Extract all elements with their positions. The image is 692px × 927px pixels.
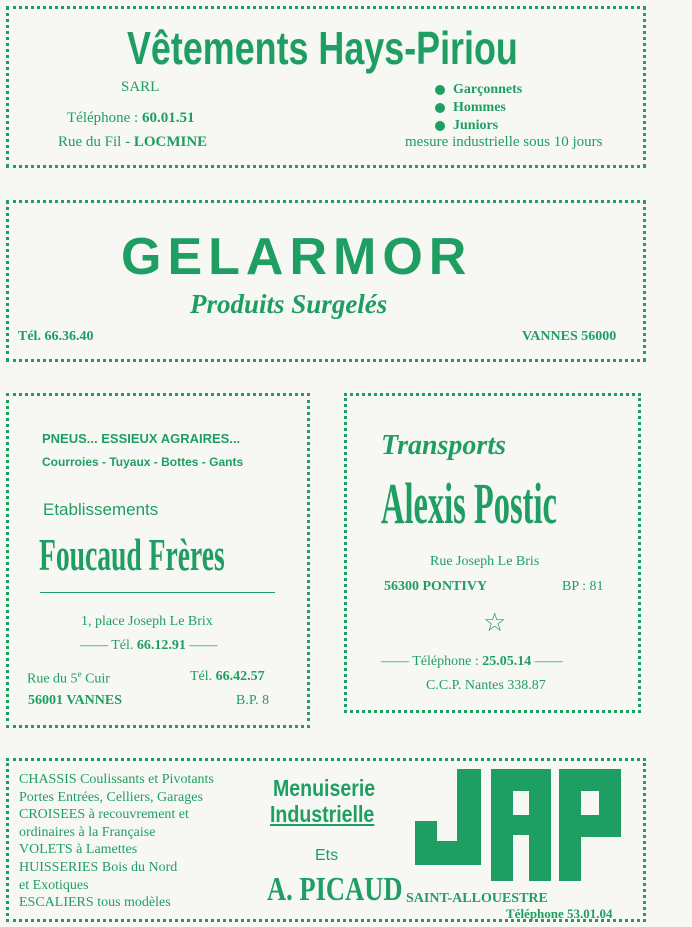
picaud-town: SAINT-ALLOUESTRE (406, 891, 548, 906)
list-item: ordinaires à la Française (19, 824, 156, 840)
hays-item: Hommes (435, 99, 522, 117)
foucaud-phone-2: Tél. 66.42.57 (190, 669, 265, 684)
ad-picaud (6, 758, 646, 922)
picaud-name: A. PICAUD (267, 871, 403, 908)
dash: —— (381, 654, 409, 669)
gelarmor-brand: GELARMOR (121, 228, 473, 286)
gelarmor-phone: Tél. 66.36.40 (18, 329, 94, 344)
hays-title: Vêtements Hays-Piriou (127, 22, 518, 74)
list-item: CROISEES à recouvrement et (19, 807, 189, 823)
hays-service: mesure industrielle sous 10 jours (405, 134, 603, 150)
gelarmor-city: VANNES 56000 (522, 329, 617, 344)
picaud-phone: Téléphone 53.01.04 (506, 906, 613, 921)
bullet-icon (435, 85, 445, 95)
foucaud-divider (40, 592, 275, 593)
foucaud-po-box: B.P. 8 (236, 693, 270, 708)
list-item: VOLETS à Lamettes (19, 842, 138, 858)
postic-ccp: C.C.P. Nantes 338.87 (426, 678, 546, 693)
dash: —— (80, 638, 108, 653)
foucaud-city: 56001 VANNES (28, 693, 123, 708)
picaud-ets: Ets (315, 847, 339, 864)
hays-legal-form: SARL (121, 79, 160, 95)
bullet-icon (435, 103, 445, 113)
hays-item: Garçonnets (435, 81, 522, 99)
ad-alexis-postic (344, 393, 641, 713)
bullet-icon (435, 121, 445, 131)
postic-street: Rue Joseph Le Bris (430, 554, 540, 569)
picaud-product-list (19, 771, 214, 912)
list-item: CHASSIS Coulissants et Pivotants (19, 772, 214, 787)
star-icon: ☆ (483, 608, 507, 637)
foucaud-headline-2: Courroies - Tuyaux - Bottes - Gants (42, 455, 244, 469)
ad-gelarmor (6, 200, 646, 362)
hays-address: Rue du Fil - LOCMINE (58, 134, 208, 150)
ad-hays-piriou (6, 6, 646, 168)
foucaud-phone: —— Tél. 66.12.91 —— (80, 638, 218, 653)
postic-label: Transports (381, 430, 507, 461)
postic-name: Alexis Postic (381, 471, 557, 536)
dash: —— (534, 654, 563, 669)
hays-phone: Téléphone : 60.01.51 (67, 110, 195, 126)
list-item: et Exotiques (19, 877, 89, 893)
list-item: Portes Entrées, Celliers, Garages (19, 789, 203, 805)
list-item: ESCALIERS tous modèles (19, 895, 171, 911)
jap-logo-p-bottom (559, 815, 621, 837)
ad-foucaud-freres (6, 393, 310, 728)
picaud-title-1: Menuiserie (273, 775, 376, 801)
foucaud-label: Etablissements (43, 500, 159, 519)
postic-po-box: BP : 81 (562, 579, 604, 594)
foucaud-headline-1: PNEUS... ESSIEUX AGRAIRES... (42, 431, 241, 446)
foucaud-street-2: Rue du 5e Cuir (27, 669, 110, 687)
hays-item-list (435, 81, 522, 135)
postic-city: 56300 PONTIVY (384, 579, 488, 594)
foucaud-name: Foucaud Frères (39, 529, 225, 580)
list-item: HUISSERIES Bois du Nord (19, 859, 178, 875)
jap-logo (415, 769, 621, 885)
jap-logo-a-bar (491, 815, 551, 835)
postic-phone: —— Téléphone : 25.05.14 —— (381, 654, 563, 669)
jap-logo-j-hook (415, 821, 437, 851)
dash: —— (189, 638, 218, 653)
hays-item: Juniors (435, 117, 522, 135)
gelarmor-tagline: Produits Surgelés (190, 289, 388, 319)
foucaud-address: 1, place Joseph Le Brix (81, 614, 213, 629)
picaud-title-2: Industrielle (270, 801, 375, 827)
